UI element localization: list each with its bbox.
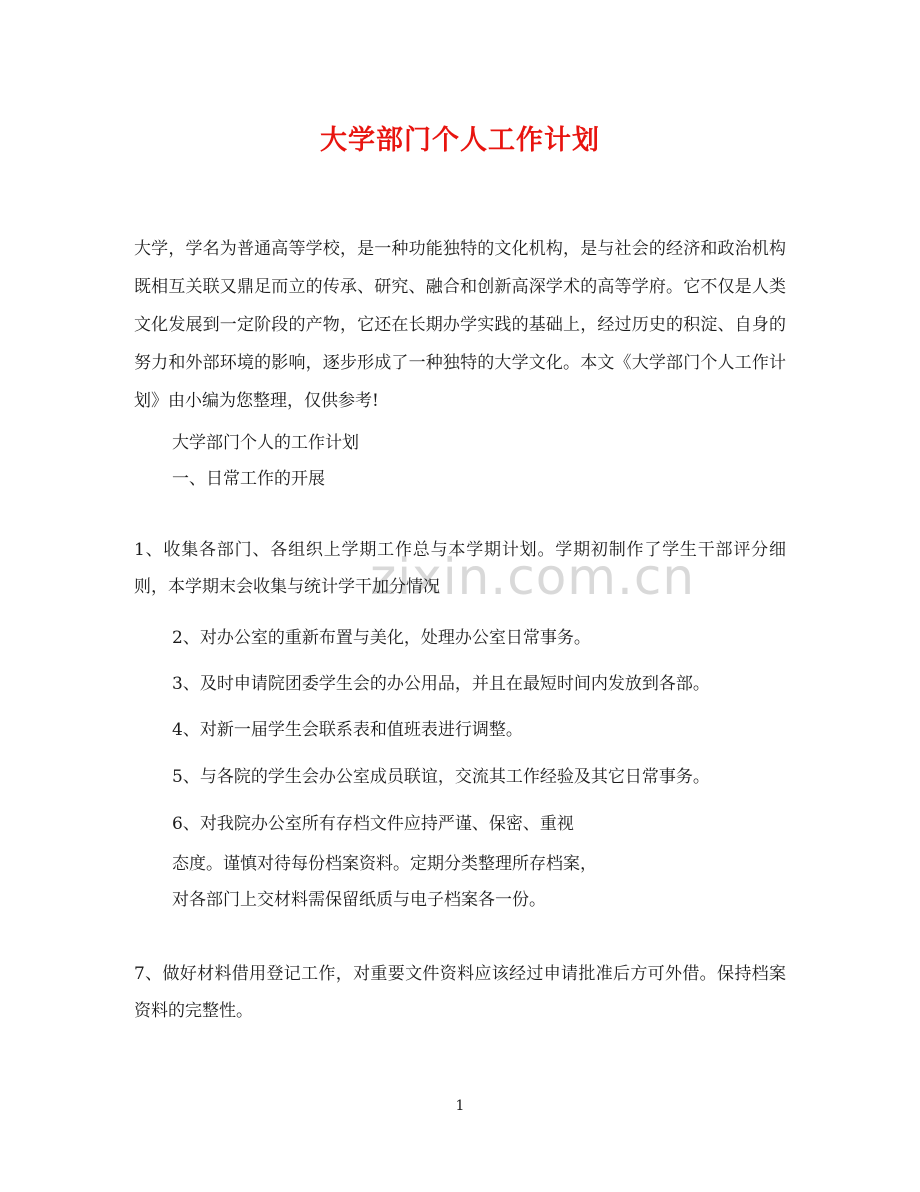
list-item-6-line-3: 对各部门上交材料需保留纸质与电子档案各一份。 bbox=[172, 890, 546, 910]
page-number: 1 bbox=[455, 1098, 465, 1114]
list-item-7: 7、做好材料借用登记工作，对重要文件资料应该经过申请批准后方可外借。保持档案资料的完整性。 bbox=[134, 964, 786, 1021]
subtitle: 大学部门个人的工作计划 bbox=[172, 433, 359, 453]
list-item-1: 1、收集各部门、各组织上学期工作总与本学期计划。学期初制作了学生干部评分细则，本学期末会收集与统计学干加分情况 bbox=[134, 540, 786, 597]
watermark: zixin.com.cn bbox=[370, 548, 696, 606]
list-item-6-line-1: 6、对我院办公室所有存档文件应持严谨、保密、重视 bbox=[172, 814, 574, 834]
list-item-5: 5、与各院的学生会办公室成员联谊，交流其工作经验及其它日常事务。 bbox=[172, 767, 710, 787]
list-item-3: 3、及时申请院团委学生会的办公用品，并且在最短时间内发放到各部。 bbox=[172, 674, 710, 694]
list-item-6-line-2: 态度。谨慎对待每份档案资料。定期分类整理所存档案， bbox=[172, 854, 597, 874]
list-item-4: 4、对新一届学生会联系表和值班表进行调整。 bbox=[172, 720, 523, 740]
document-title: 大学部门个人工作计划 bbox=[320, 125, 600, 156]
intro-paragraph: 大学，学名为普通高等学校，是一种功能独特的文化机构，是与社会的经济和政治机构既相互关联又鼎足而立的传承、研究、融合和创新高深学术的高等学府。它不仅是人类文化发展到一定阶段的产物，它还在长期办学实践的基础上，经过历史的积淀、自身的努力和外部环境的影响，逐步形成了一种独特的大学文化。本文《大学部门个人工作计划》由小编为您整理，仅供参考! bbox=[134, 239, 786, 411]
list-item-2: 2、对办公室的重新布置与美化，处理办公室日常事务。 bbox=[172, 628, 591, 648]
section-heading: 一、日常工作的开展 bbox=[172, 469, 325, 489]
